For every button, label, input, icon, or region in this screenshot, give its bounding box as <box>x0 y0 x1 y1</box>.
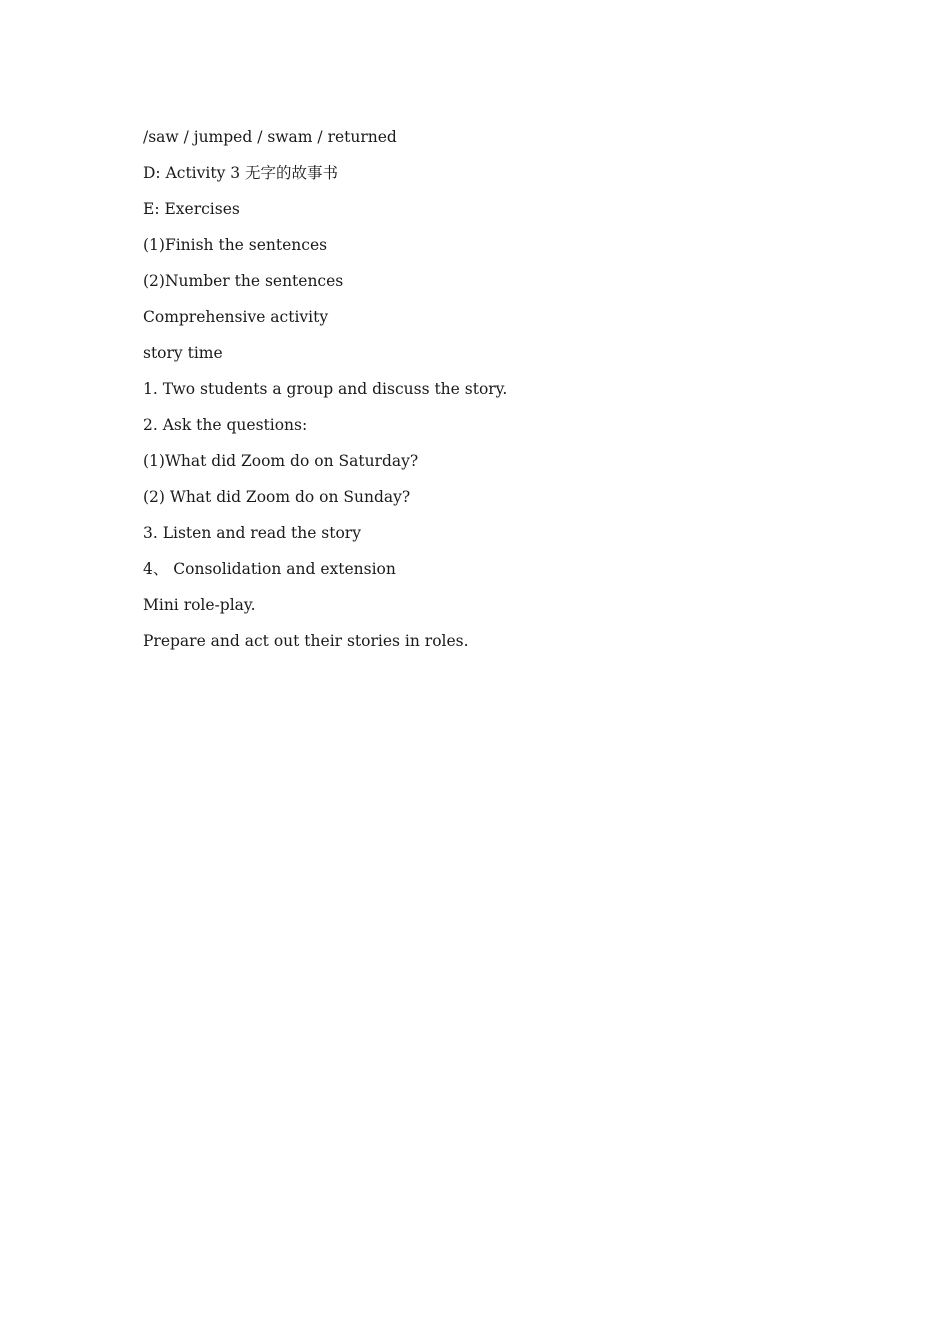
mini-role-play-line: Mini role-play. <box>143 596 256 614</box>
exercises-heading: E: Exercises <box>143 200 240 218</box>
exercise-item-1: (1)Finish the sentences <box>143 236 328 254</box>
comprehensive-activity-heading: Comprehensive activity <box>143 308 329 326</box>
verb-list-line: /saw / jumped / swam / returned <box>143 128 397 146</box>
step-1-line: 1. Two students a group and discuss the story. <box>143 380 508 398</box>
step-2-line: 2. Ask the questions: <box>143 416 308 434</box>
activity-3-heading: D: Activity 3 无字的故事书 <box>143 164 339 182</box>
exercise-item-2: (2)Number the sentences <box>143 272 344 290</box>
document-body <box>143 126 843 666</box>
step-3-line: 3. Listen and read the story <box>143 524 361 542</box>
question-2-line: (2) What did Zoom do on Sunday? <box>143 488 411 506</box>
question-1-line: (1)What did Zoom do on Saturday? <box>143 452 419 470</box>
story-time-heading: story time <box>143 344 223 362</box>
step-4-heading: 4、 Consolidation and extension <box>143 560 396 578</box>
prepare-act-line: Prepare and act out their stories in roles. <box>143 632 469 650</box>
